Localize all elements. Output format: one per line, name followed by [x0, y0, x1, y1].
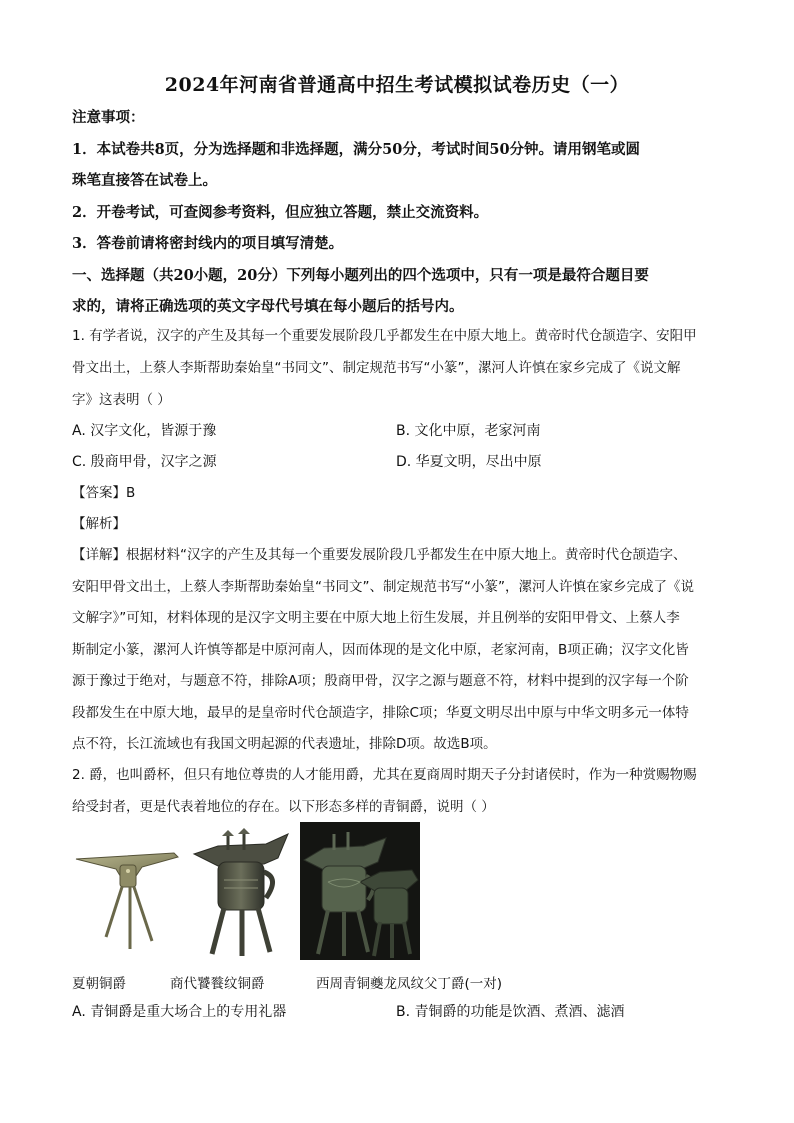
- detail-text: 斯制定小篆，漯河人许慎等都是中原河南人，因而体现的是文化中原，老家河南，B项正确；汉字文化皆: [72, 642, 689, 658]
- detail-text: 安阳甲骨文出土，上蔡人李斯帮助秦始皇“书同文”、制定规范书写“小篆”，漯河人许慎在家乡完成了《说: [72, 579, 694, 595]
- section-heading: 一、选择题（共20小题，20分）下列每小题列出的四个选项中，只有一项是最符合题目要: [72, 267, 649, 284]
- question-1-text: 1. 有学者说，汉字的产生及其每一个重要发展阶段几乎都发生在中原大地上。黄帝时代仓颉造字、安阳甲: [72, 328, 697, 344]
- western-zhou-jue-pair-image: [300, 822, 420, 960]
- question-1-text: 骨文出土，上蔡人李斯帮助秦始皇“书同文”、制定规范书写“小篆”，漯河人许慎在家乡完成了《说文解: [72, 360, 681, 376]
- page-title: 2024年河南省普通高中招生考试模拟试卷历史（一）: [164, 74, 630, 96]
- notice-heading: 注意事项：: [72, 109, 145, 126]
- question-1-option-a: A. 汉字文化，皆源于豫: [72, 423, 217, 439]
- image-caption-shang: 商代饕餮纹铜爵: [170, 976, 265, 992]
- detail-text: 文解字》”可知，材料体现的是汉字文明主要在中原大地上衍生发展，并且例举的安阳甲骨文、上蔡人李: [72, 610, 680, 626]
- question-1-option-d: D. 华夏文明，尽出中原: [396, 454, 542, 470]
- question-2-text: 2. 爵，也叫爵杯，但只有地位尊贵的人才能用爵，尤其在夏商周时期天子分封诸侯时，作为一种赏赐物赐: [72, 767, 697, 783]
- question-1-text: 字》这表明（ ）: [72, 392, 171, 408]
- image-caption-western-zhou: 西周青铜夔龙凤纹父丁爵(一对): [316, 976, 503, 992]
- question-2-text: 给受封者，更是代表着地位的存在。以下形态多样的青铜爵，说明（ ）: [72, 799, 495, 815]
- detail-text: 源于豫过于绝对，与题意不符，排除A项；殷商甲骨，汉字之源与题意不符，材料中提到的汉字每一个阶: [72, 673, 689, 689]
- question-1-option-c: C. 殷商甲骨，汉字之源: [72, 454, 217, 470]
- detail-text: 点不符，长江流域也有我国文明起源的代表遗址，排除D项。故选B项。: [72, 736, 497, 752]
- notice-item: 2．开卷考试，可查阅参考资料，但应独立答题，禁止交流资料。: [72, 204, 489, 221]
- answer-label: 【答案】B: [72, 485, 136, 501]
- notice-item: 3．答卷前请将密封线内的项目填写清楚。: [72, 235, 344, 252]
- shang-taotie-jue-image: [188, 828, 292, 958]
- question-1-option-b: B. 文化中原，老家河南: [396, 423, 541, 439]
- detail-text: 【详解】根据材料“汉字的产生及其每一个重要发展阶段几乎都发生在中原大地上。黄帝时代仓颉造字、: [72, 547, 687, 563]
- question-2-option-b: B. 青铜爵的功能是饮酒、煮酒、滤酒: [396, 1004, 625, 1020]
- question-2-option-a: A. 青铜爵是重大场合上的专用礼器: [72, 1004, 287, 1020]
- image-caption-xia: 夏朝铜爵: [72, 976, 126, 992]
- xia-bronze-jue-image: [72, 845, 184, 955]
- section-heading: 求的，请将正确选项的英文字母代号填在每小题后的括号内。: [72, 298, 464, 315]
- detail-text: 段都发生在中原大地，最早的是皇帝时代仓颉造字，排除C项；华夏文明尽出中原与中华文明多元一体特: [72, 705, 689, 721]
- notice-item: 1．本试卷共8页，分为选择题和非选择题，满分50分，考试时间50分钟。请用钢笔或圆: [72, 141, 641, 158]
- notice-item: 珠笔直接答在试卷上。: [72, 172, 217, 189]
- analysis-label: 【解析】: [72, 516, 126, 532]
